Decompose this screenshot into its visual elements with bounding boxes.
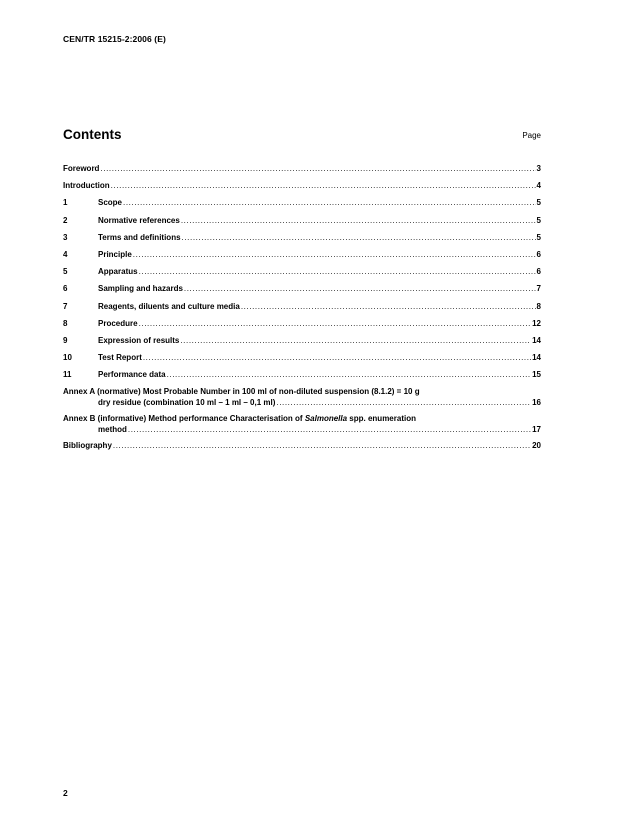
toc-entry-page: 7 bbox=[536, 284, 541, 294]
toc-entry-number: 11 bbox=[63, 370, 72, 380]
dot-leader bbox=[180, 335, 531, 347]
toc-entry-page: 14 bbox=[532, 353, 541, 363]
toc-entry-sampling-and-hazards[interactable] bbox=[63, 283, 541, 300]
dot-leader bbox=[111, 180, 536, 192]
toc-entry-title: Expression of results bbox=[98, 335, 180, 345]
toc-entry-page: 17 bbox=[532, 425, 541, 435]
dot-leader bbox=[181, 215, 536, 227]
toc-entry-expression-of-results[interactable] bbox=[63, 335, 541, 352]
toc-entry-page: 15 bbox=[532, 370, 541, 380]
dot-leader bbox=[182, 232, 536, 244]
toc-entry-page: 8 bbox=[536, 301, 541, 311]
dot-leader bbox=[241, 301, 536, 313]
toc-entry-title: Procedure bbox=[98, 318, 138, 328]
toc-entry-number: 8 bbox=[63, 318, 68, 328]
dot-leader bbox=[100, 163, 535, 175]
dot-leader bbox=[143, 352, 531, 364]
toc-entry-procedure[interactable] bbox=[63, 318, 541, 335]
toc-entry-title: Introduction bbox=[63, 181, 110, 191]
toc-entry-normative-references[interactable] bbox=[63, 215, 541, 232]
toc-entry-reagents[interactable] bbox=[63, 301, 541, 318]
document-id: CEN/TR 15215-2:2006 (E) bbox=[63, 34, 166, 44]
toc-entry-number: 7 bbox=[63, 301, 68, 311]
toc-entry-title: Performance data bbox=[98, 370, 166, 380]
annex-b-title-prefix: Annex B (informative) Method performance Characterisation of bbox=[63, 414, 305, 424]
toc-entry-number: 6 bbox=[63, 284, 68, 294]
toc-entry-number: 2 bbox=[63, 215, 68, 225]
dot-leader bbox=[123, 197, 536, 209]
dot-leader bbox=[139, 318, 532, 330]
toc-entry-terms-and-definitions[interactable] bbox=[63, 232, 541, 249]
toc-entry-number: 4 bbox=[63, 249, 68, 259]
toc-entry-test-report[interactable] bbox=[63, 352, 541, 369]
page-column-label: Page bbox=[522, 131, 541, 140]
toc-entry-title: Reagents, diluents and culture media bbox=[98, 301, 240, 311]
toc-entry-title: Scope bbox=[98, 198, 123, 208]
toc-entry-title: Test Report bbox=[98, 353, 142, 363]
annex-a-title-line1: Annex A (normative) Most Probable Number in 100 ml of non-diluted suspension (8.1.2) = 10 g bbox=[63, 387, 420, 397]
toc-entry-apparatus[interactable] bbox=[63, 266, 541, 283]
dot-leader bbox=[184, 283, 536, 295]
toc-entry-number: 5 bbox=[63, 267, 68, 277]
toc-entry-title: Foreword bbox=[63, 164, 100, 173]
dot-leader bbox=[133, 249, 536, 261]
toc-entry-number: 3 bbox=[63, 232, 68, 242]
toc-entry-annex-a[interactable] bbox=[63, 386, 541, 408]
toc-entry-title: Bibliography bbox=[63, 441, 112, 451]
toc-entry-page: 14 bbox=[532, 335, 541, 345]
toc-entry-introduction[interactable] bbox=[63, 180, 541, 197]
annex-b-title-line2: method bbox=[98, 425, 127, 435]
toc-entry-principle[interactable] bbox=[63, 249, 541, 266]
toc-entry-title: Apparatus bbox=[98, 267, 138, 277]
dot-leader bbox=[139, 266, 536, 278]
contents-heading: Contents bbox=[63, 127, 122, 142]
toc-entry-annex-b[interactable] bbox=[63, 413, 541, 435]
toc-entry-page: 5 bbox=[536, 215, 541, 225]
page-number: 2 bbox=[63, 788, 68, 798]
toc-entry-page: 20 bbox=[532, 441, 541, 451]
dot-leader bbox=[113, 440, 531, 452]
toc-entry-page: 6 bbox=[536, 249, 541, 259]
toc-entry-page: 6 bbox=[536, 267, 541, 277]
annex-b-title-italic: Salmonella bbox=[304, 414, 348, 424]
toc-entry-page: 4 bbox=[536, 181, 541, 191]
toc-entry-page: 5 bbox=[536, 198, 541, 208]
toc-entry-number: 10 bbox=[63, 353, 72, 363]
annex-b-title-line1 bbox=[63, 413, 541, 424]
annex-b-title-suffix: spp. enumeration bbox=[347, 414, 416, 424]
toc-entry-title: Principle bbox=[98, 249, 132, 259]
toc-entry-page: 3 bbox=[536, 164, 541, 173]
toc-entry-number: 1 bbox=[63, 198, 68, 208]
dot-leader bbox=[167, 369, 532, 381]
toc-entry-performance-data[interactable] bbox=[63, 369, 541, 386]
annex-a-title-line2: dry residue (combination 10 ml – 1 ml – 0,1 ml) bbox=[98, 398, 276, 408]
dot-leader bbox=[276, 397, 531, 408]
toc-entry-page: 12 bbox=[532, 318, 541, 328]
toc-entry-foreword[interactable] bbox=[63, 163, 541, 180]
toc-entry-title: Terms and definitions bbox=[98, 232, 181, 242]
toc-entry-title: Sampling and hazards bbox=[98, 284, 183, 294]
toc-entry-page: 5 bbox=[536, 232, 541, 242]
toc-entry-title: Normative references bbox=[98, 215, 180, 225]
toc-entry-bibliography[interactable] bbox=[63, 440, 541, 457]
table-of-contents bbox=[63, 163, 541, 458]
toc-entry-number: 9 bbox=[63, 335, 68, 345]
toc-entry-scope[interactable] bbox=[63, 197, 541, 214]
dot-leader bbox=[128, 424, 531, 435]
toc-entry-page: 16 bbox=[532, 398, 541, 408]
